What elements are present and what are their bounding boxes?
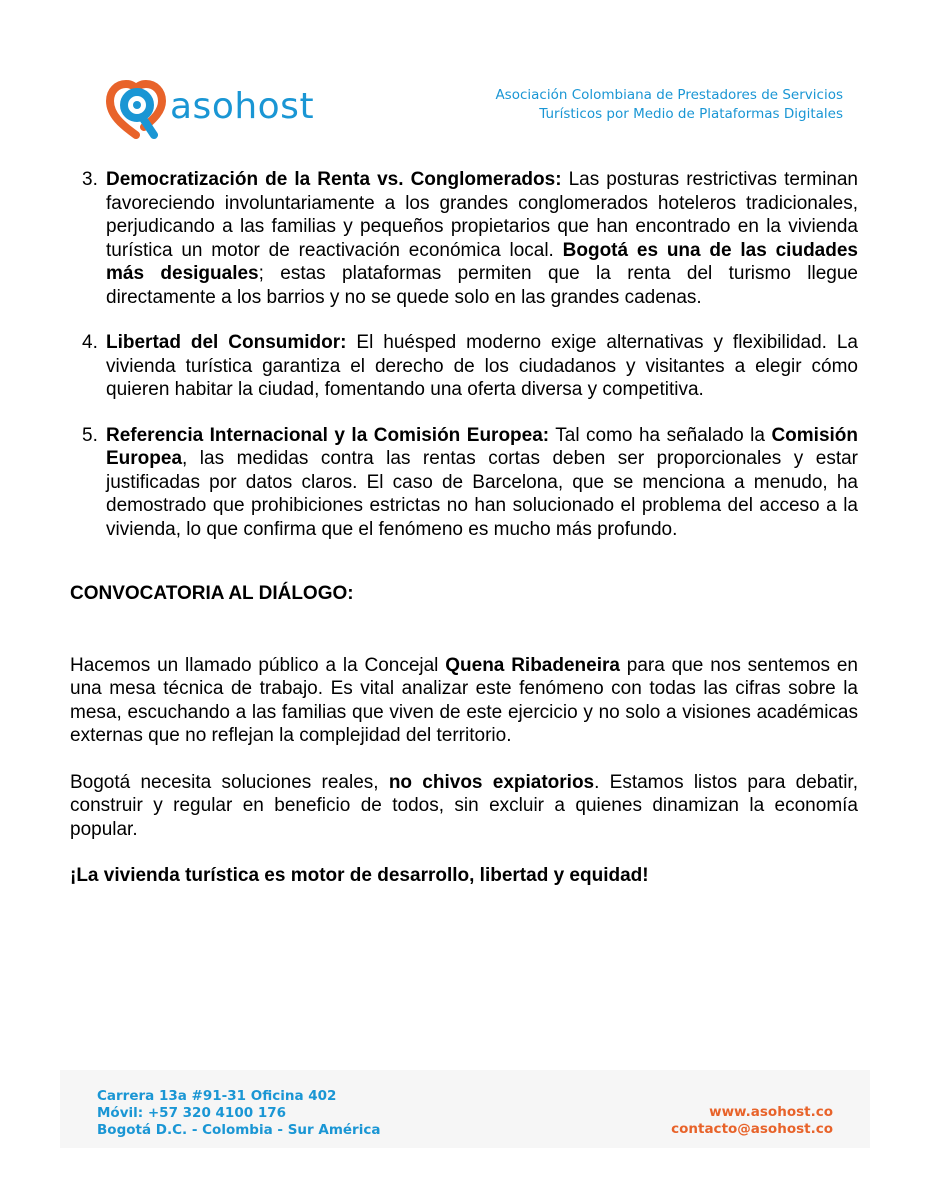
- logo-wordmark: asohost: [170, 85, 315, 127]
- point-text: Las posturas restrictivas terminan favoreciendo involuntariamente a los grandes conglomerados hoteleros tradicionales, perjudicando a las familias y pequeños propietarios que han encontrado en la vivienda turística un motor de reactivación económica local.: [106, 169, 858, 261]
- point-emphasis: Bogotá es una de las ciudades más desiguales: [106, 239, 858, 284]
- asohost-logo: [104, 70, 314, 150]
- footer-mobile: Móvil: +57 320 4100 176: [97, 1105, 286, 1121]
- numbered-points: [70, 168, 858, 541]
- footer: [60, 1070, 870, 1148]
- point-title: Referencia Internacional y la Comisión Europea:: [106, 424, 550, 446]
- closing-statement: ¡La vivienda turística es motor de desarrollo, libertad y equidad!: [70, 865, 649, 886]
- point-emphasis: Comisión Europea: [106, 424, 859, 469]
- paragraph-text: Bogotá necesita soluciones reales,: [70, 771, 389, 793]
- org-name-line-1: Asociación Colombiana de Prestadores de Servicios: [495, 87, 843, 103]
- point-text: , las medidas contra las rentas cortas deben ser proporcionales y estar justificadas por datos claros. El caso de Barcelona, que se menciona a menudo, ha demostrado que prohibiciones estrictas no han solucionado el problema del acceso a la vivienda, lo que confirma que el fenómeno es mucho más profundo.: [106, 448, 858, 540]
- section-title: CONVOCATORIA AL DIÁLOGO:: [70, 583, 354, 604]
- footer-email-link[interactable]: contacto@asohost.co: [671, 1121, 833, 1137]
- point-4: [70, 331, 858, 402]
- footer-web: [671, 1104, 833, 1138]
- point-title: Libertad del Consumidor:: [106, 332, 347, 353]
- point-text: El huésped moderno exige alternativas y flexibilidad. La vivienda turística garantiza el derecho de los ciudadanos y visitantes a elegir cómo quieren habitar la ciudad, fomentando una oferta diversa y competitiva.: [106, 332, 858, 400]
- point-number: 5.: [82, 424, 98, 446]
- organization-name: [495, 86, 843, 124]
- point-number: 4.: [82, 332, 98, 353]
- footer-website-link[interactable]: www.asohost.co: [709, 1104, 833, 1120]
- heart-pin-icon: [104, 77, 168, 143]
- point-5: [70, 424, 858, 542]
- point-3: [70, 168, 858, 309]
- paragraph-emphasis: no chivos expiatorios: [388, 771, 595, 793]
- letter-body: [70, 168, 858, 911]
- footer-city: Bogotá D.C. - Colombia - Sur América: [97, 1122, 381, 1138]
- solutions-paragraph: [70, 771, 858, 842]
- point-title: Democratización de la Renta vs. Conglomerados:: [106, 169, 562, 190]
- paragraph-text: para que nos sentemos en una mesa técnica de trabajo. Es vital analizar este fenómeno con todas las cifras sobre la mesa, escuchando a las familias que viven de este ejercicio y no solo a visiones académicas externas que no reflejan la complejidad del territorio.: [70, 654, 858, 746]
- paragraph-text: . Estamos listos para debatir, construir y regular en beneficio de todos, sin excluir a quienes dinamizan la economía popular.: [70, 771, 858, 840]
- point-number: 3.: [82, 169, 98, 190]
- org-name-line-2: Turísticos por Medio de Plataformas Digitales: [539, 106, 843, 122]
- footer-address: Carrera 13a #91-31 Oficina 402: [97, 1088, 337, 1104]
- call-to-dialogue-paragraph: [70, 654, 858, 748]
- footer-contact: [97, 1088, 380, 1139]
- councilor-name: Quena Ribadeneira: [445, 654, 620, 676]
- point-text: Tal como ha señalado la: [549, 424, 772, 446]
- paragraph-text: Hacemos un llamado público a la Concejal: [70, 654, 446, 676]
- letterhead: [0, 60, 927, 150]
- point-text: ; estas plataformas permiten que la renta del turismo llegue directamente a los barrios y no se quede solo en las grandes cadenas.: [106, 263, 858, 308]
